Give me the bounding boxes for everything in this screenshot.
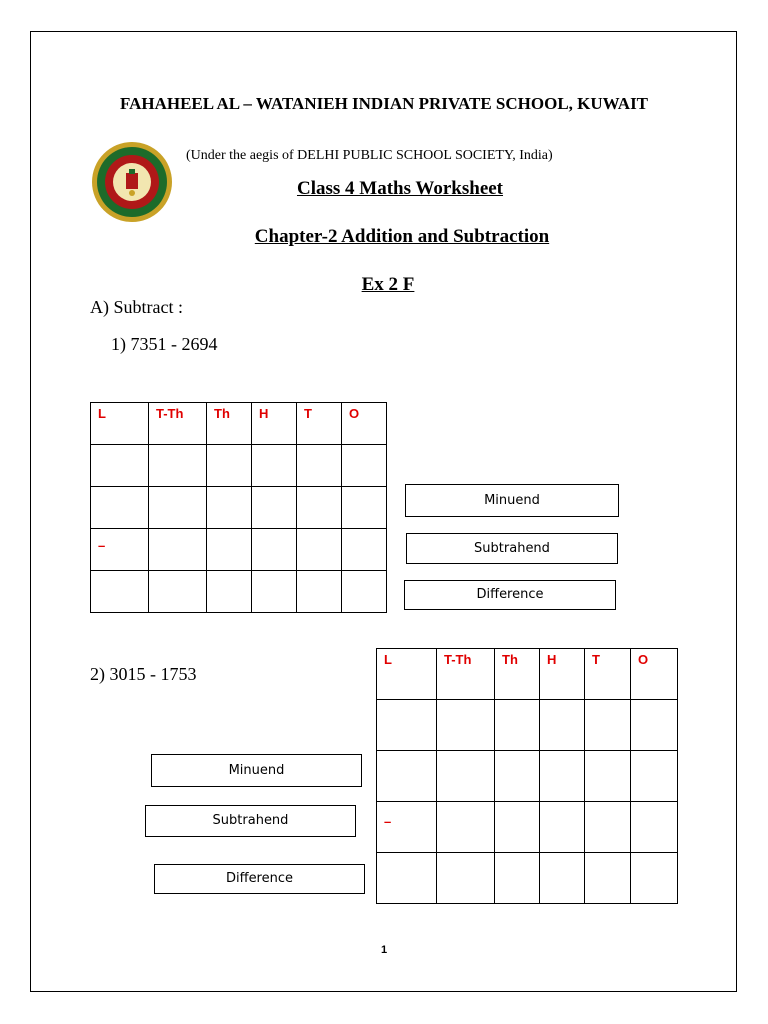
answer-cell[interactable] xyxy=(437,853,495,904)
answer-cell[interactable] xyxy=(297,571,342,613)
answer-cell[interactable] xyxy=(207,445,252,487)
minus-sign: – xyxy=(98,538,106,553)
answer-cell[interactable] xyxy=(585,751,631,802)
difference-box-2[interactable]: Difference xyxy=(154,864,365,894)
answer-cell[interactable] xyxy=(252,487,297,529)
answer-cell[interactable] xyxy=(149,487,207,529)
minuend-box-1[interactable]: Minuend xyxy=(405,484,619,517)
minus-cell[interactable] xyxy=(91,529,149,571)
header-cell: H xyxy=(540,649,585,700)
answer-cell[interactable] xyxy=(149,445,207,487)
header-cell: O xyxy=(342,403,387,445)
page-number: 1 xyxy=(380,944,388,956)
header-cell: L xyxy=(377,649,437,700)
minus-sign: – xyxy=(384,814,392,829)
answer-cell[interactable] xyxy=(207,529,252,571)
answer-cell[interactable] xyxy=(149,529,207,571)
answer-cell[interactable] xyxy=(91,571,149,613)
header-cell: H xyxy=(252,403,297,445)
answer-cell[interactable] xyxy=(631,802,678,853)
answer-cell[interactable] xyxy=(631,751,678,802)
header-cell: T-Th xyxy=(149,403,207,445)
answer-cell[interactable] xyxy=(377,853,437,904)
minuend-box-2[interactable]: Minuend xyxy=(151,754,362,787)
chapter-title: Chapter-2 Addition and Subtraction xyxy=(254,226,550,247)
header-cell: T-Th xyxy=(437,649,495,700)
place-value-table-2 xyxy=(376,648,678,904)
subtrahend-box-1[interactable]: Subtrahend xyxy=(406,533,618,564)
answer-cell[interactable] xyxy=(342,529,387,571)
answer-cell[interactable] xyxy=(495,853,540,904)
answer-cell[interactable] xyxy=(585,700,631,751)
place-value-table-1 xyxy=(90,402,387,613)
minus-cell[interactable] xyxy=(377,802,437,853)
answer-cell[interactable] xyxy=(252,571,297,613)
header-cell: T xyxy=(585,649,631,700)
answer-cell[interactable] xyxy=(631,700,678,751)
answer-cell[interactable] xyxy=(585,853,631,904)
answer-cell[interactable] xyxy=(377,751,437,802)
section-label: A) Subtract : xyxy=(90,297,183,317)
answer-cell[interactable] xyxy=(252,445,297,487)
answer-cell[interactable] xyxy=(437,802,495,853)
answer-cell[interactable] xyxy=(585,802,631,853)
answer-cell[interactable] xyxy=(540,700,585,751)
subtrahend-box-2[interactable]: Subtrahend xyxy=(145,805,356,837)
answer-cell[interactable] xyxy=(495,751,540,802)
aegis-text: (Under the aegis of DELHI PUBLIC SCHOOL SOCIETY, India) xyxy=(186,148,553,163)
answer-cell[interactable] xyxy=(91,445,149,487)
answer-cell[interactable] xyxy=(342,487,387,529)
header-cell: Th xyxy=(207,403,252,445)
header-cell: Th xyxy=(495,649,540,700)
answer-cell[interactable] xyxy=(495,802,540,853)
answer-cell[interactable] xyxy=(437,700,495,751)
exercise-title: Ex 2 F xyxy=(361,274,415,295)
answer-cell[interactable] xyxy=(540,853,585,904)
answer-cell[interactable] xyxy=(297,487,342,529)
answer-cell[interactable] xyxy=(342,571,387,613)
answer-cell[interactable] xyxy=(540,802,585,853)
answer-cell[interactable] xyxy=(207,571,252,613)
difference-box-1[interactable]: Difference xyxy=(404,580,616,610)
question-1: 1) 7351 - 2694 xyxy=(111,334,218,354)
school-name: FAHAHEEL AL – WATANIEH INDIAN PRIVATE SCHOOL, KUWAIT xyxy=(119,94,649,113)
question-2: 2) 3015 - 1753 xyxy=(90,664,197,684)
answer-cell[interactable] xyxy=(495,700,540,751)
answer-cell[interactable] xyxy=(297,445,342,487)
worksheet-title: Class 4 Maths Worksheet xyxy=(296,178,504,199)
answer-cell[interactable] xyxy=(437,751,495,802)
answer-cell[interactable] xyxy=(207,487,252,529)
answer-cell[interactable] xyxy=(631,853,678,904)
answer-cell[interactable] xyxy=(91,487,149,529)
answer-cell[interactable] xyxy=(377,700,437,751)
answer-cell[interactable] xyxy=(297,529,342,571)
answer-cell[interactable] xyxy=(540,751,585,802)
answer-cell[interactable] xyxy=(149,571,207,613)
header-cell: O xyxy=(631,649,678,700)
answer-cell[interactable] xyxy=(342,445,387,487)
header-cell: T xyxy=(297,403,342,445)
answer-cell[interactable] xyxy=(252,529,297,571)
header-cell: L xyxy=(91,403,149,445)
